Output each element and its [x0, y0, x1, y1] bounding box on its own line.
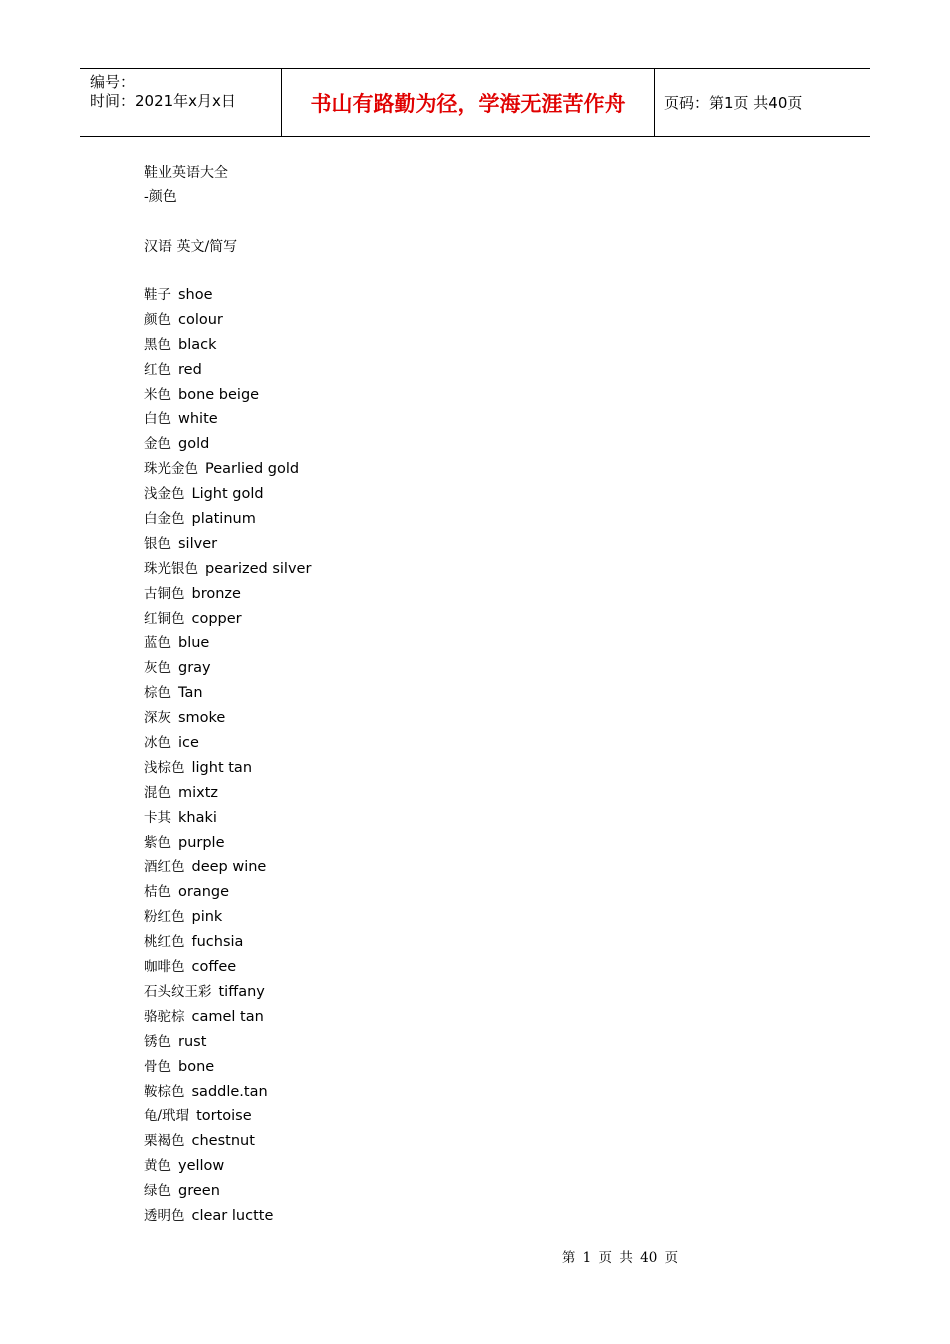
list-item [144, 583, 311, 608]
chinese-term: 金色 [144, 436, 171, 453]
list-item [144, 1031, 311, 1056]
chinese-term: 粉红色 [144, 909, 185, 926]
chinese-term: 浅棕色 [144, 759, 185, 776]
chinese-term: 桃红色 [144, 934, 185, 951]
chinese-term: 红铜色 [144, 610, 185, 627]
english-term: camel tan [191, 1008, 264, 1025]
chinese-term: 黑色 [144, 336, 171, 353]
chinese-term: 珠光银色 [144, 560, 198, 577]
chinese-term: 栗褐色 [144, 1133, 185, 1150]
english-term: clear luctte [191, 1207, 274, 1224]
list-item [144, 682, 311, 707]
chinese-term: 透明色 [144, 1207, 185, 1224]
chinese-term: 酒红色 [144, 859, 185, 876]
list-item [144, 981, 311, 1006]
list-item [144, 458, 311, 483]
list-item [144, 632, 311, 657]
english-term: colour [178, 311, 223, 328]
chinese-term: 珠光金色 [144, 461, 198, 478]
chinese-term: 颜色 [144, 311, 171, 328]
chinese-term: 鞍棕色 [144, 1083, 185, 1100]
chinese-term: 蓝色 [144, 635, 171, 652]
chinese-term: 深灰 [144, 710, 171, 727]
english-term: shoe [178, 287, 213, 303]
list-item [144, 533, 311, 558]
english-term: gold [178, 436, 210, 453]
column-header: 汉语 英文/简写 [144, 239, 238, 255]
doc-subtitle: -颜色 [144, 189, 177, 205]
header-page-info: 页码：第1页 共40页 [664, 94, 803, 112]
list-item [144, 508, 311, 533]
list-item [144, 384, 311, 409]
list-item [144, 757, 311, 782]
english-term: bone [178, 1058, 215, 1075]
chinese-term: 浅金色 [144, 486, 185, 503]
list-item [144, 1105, 311, 1130]
english-term: black [178, 336, 217, 353]
chinese-term: 灰色 [144, 660, 171, 677]
time-label: 时间：2021年x月x日 [90, 92, 236, 110]
chinese-term: 桔色 [144, 884, 171, 901]
chinese-term: 绿色 [144, 1183, 171, 1200]
list-item [144, 732, 311, 757]
header-meta [90, 73, 280, 111]
chinese-term: 古铜色 [144, 585, 185, 602]
english-term: silver [178, 535, 218, 552]
english-term: tiffany [218, 983, 265, 1000]
list-item [144, 707, 311, 732]
chinese-term: 冰色 [144, 735, 171, 752]
english-term: copper [191, 610, 242, 627]
list-item [144, 807, 311, 832]
list-item [144, 359, 311, 384]
chinese-term: 白色 [144, 411, 171, 428]
list-item [144, 1180, 311, 1205]
number-label: 编号： [90, 73, 136, 91]
english-term: red [178, 361, 202, 378]
list-item [144, 657, 311, 682]
english-term: pink [191, 909, 223, 926]
page-header [80, 68, 870, 137]
list-item [144, 832, 311, 857]
english-term: green [178, 1183, 220, 1200]
chinese-term: 银色 [144, 535, 171, 552]
chinese-term: 卡其 [144, 809, 171, 826]
english-term: chestnut [191, 1133, 255, 1150]
english-term: smoke [178, 710, 226, 727]
header-divider-right [654, 69, 655, 136]
english-term: white [178, 411, 218, 428]
chinese-term: 混色 [144, 784, 171, 801]
english-term: mixtz [178, 784, 219, 801]
list-item [144, 309, 311, 334]
chinese-term: 白金色 [144, 511, 185, 528]
chinese-term: 紫色 [144, 834, 171, 851]
chinese-term: 骨色 [144, 1058, 171, 1075]
english-term: fuchsia [191, 934, 244, 951]
english-term: tortoise [196, 1108, 252, 1125]
english-term: bone beige [178, 386, 260, 403]
english-term: yellow [178, 1158, 225, 1175]
list-item [144, 408, 311, 433]
header-motto: 书山有路勤为径，学海无涯苦作舟 [310, 91, 626, 116]
chinese-term: 鞋子 [144, 287, 171, 303]
english-term: platinum [191, 511, 256, 528]
chinese-term: 咖啡色 [144, 959, 185, 976]
list-item [144, 1155, 311, 1180]
english-term: rust [178, 1033, 207, 1050]
chinese-term: 石头纹王彩 [144, 983, 212, 1000]
list-item [144, 284, 311, 309]
english-term: Light gold [191, 486, 264, 503]
english-term: coffee [191, 959, 237, 976]
chinese-term: 黄色 [144, 1158, 171, 1175]
list-item [144, 1006, 311, 1031]
list-item [144, 483, 311, 508]
list-item [144, 558, 311, 583]
english-term: ice [178, 735, 199, 752]
chinese-term: 锈色 [144, 1033, 171, 1050]
english-term: purple [178, 834, 225, 851]
list-item [144, 856, 311, 881]
english-term: blue [178, 635, 210, 652]
list-item [144, 1130, 311, 1155]
english-term: orange [178, 884, 230, 901]
list-item [144, 1205, 311, 1230]
list-item [144, 782, 311, 807]
english-term: bronze [191, 585, 241, 602]
chinese-term: 米色 [144, 386, 171, 403]
list-item [144, 433, 311, 458]
english-term: khaki [178, 809, 217, 826]
chinese-term: 红色 [144, 361, 171, 378]
english-term: saddle.tan [191, 1083, 268, 1100]
english-term: Tan [178, 685, 203, 702]
english-term: gray [178, 660, 211, 677]
color-term-list [144, 284, 311, 1230]
list-item [144, 956, 311, 981]
english-term: Pearlied gold [205, 461, 300, 478]
english-term: light tan [191, 759, 253, 776]
english-term: pearized silver [205, 560, 312, 577]
list-item [144, 334, 311, 359]
list-item [144, 906, 311, 931]
doc-title: 鞋业英语大全 [144, 165, 228, 181]
page-footer: 第 1 页 共 40 页 [561, 1250, 679, 1266]
list-item [144, 1081, 311, 1106]
chinese-term: 棕色 [144, 685, 171, 702]
list-item [144, 931, 311, 956]
chinese-term: 龟/玳瑁 [144, 1108, 190, 1125]
english-term: deep wine [191, 859, 267, 876]
chinese-term: 骆驼棕 [144, 1008, 185, 1025]
list-item [144, 608, 311, 633]
list-item [144, 881, 311, 906]
list-item [144, 1056, 311, 1081]
